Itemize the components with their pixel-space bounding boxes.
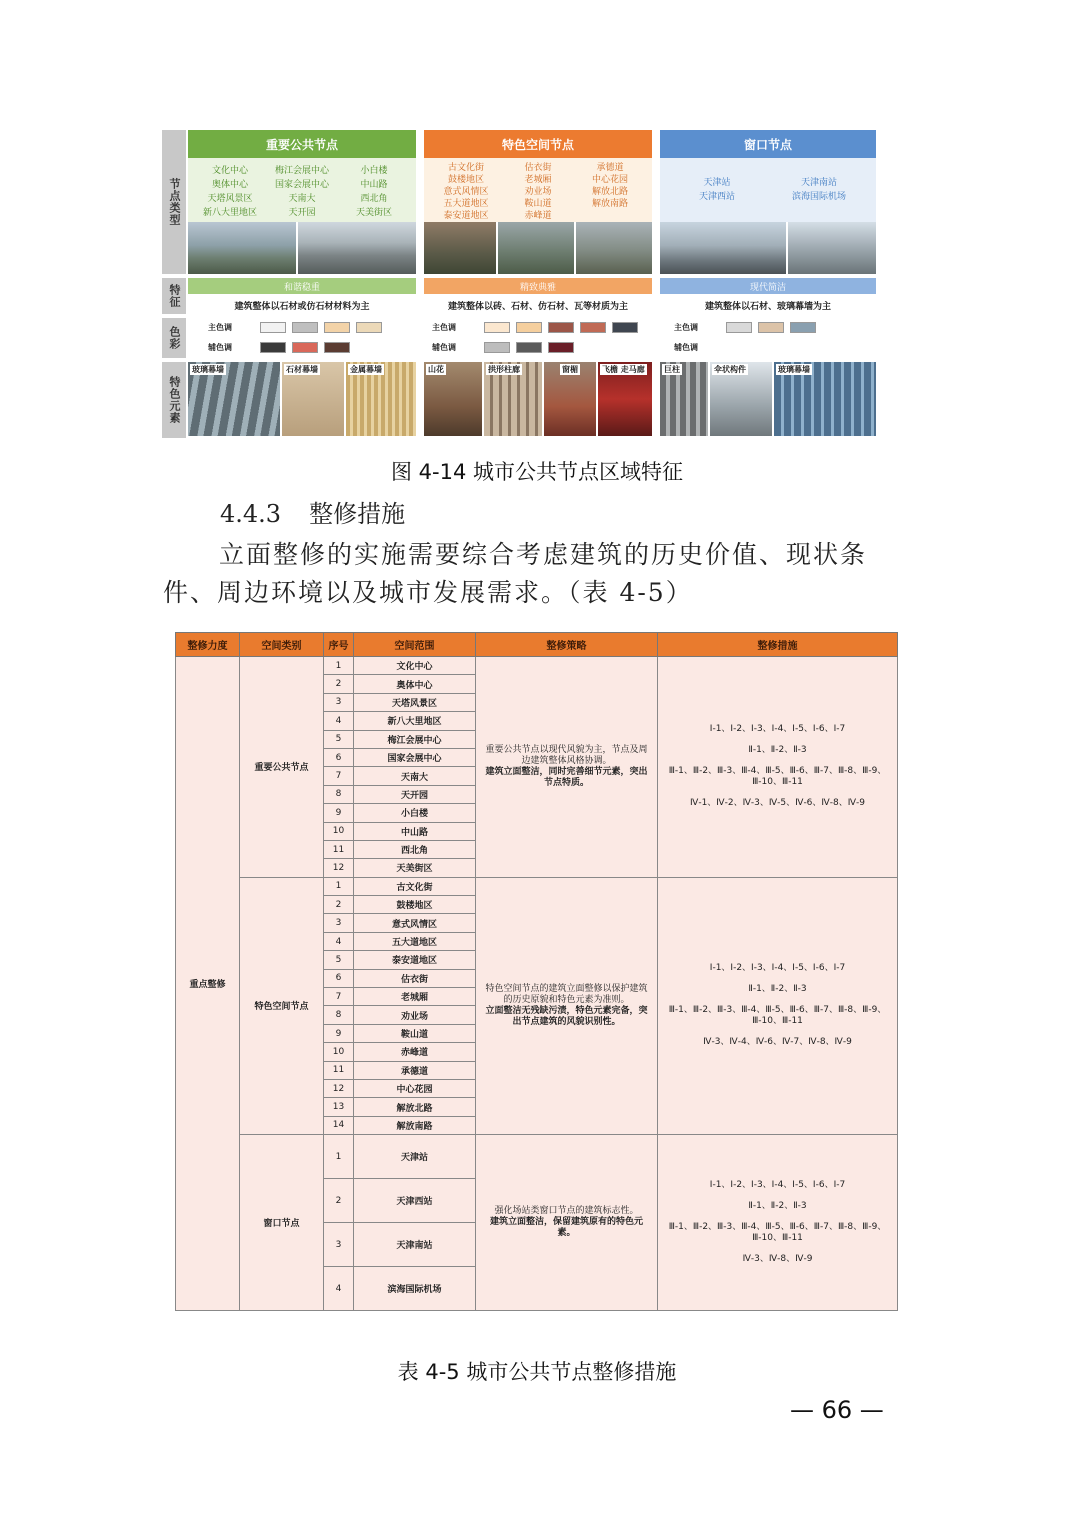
space-name-cell: 奥体中心 [354, 675, 476, 693]
index-cell: 10 [324, 1043, 354, 1061]
element-tag: 玻璃幕墙 [778, 365, 810, 374]
space-name-cell: 中心花园 [354, 1079, 476, 1097]
element-tag: 伞状构件 [714, 365, 746, 374]
node-name: 西北角 [360, 194, 388, 204]
element-tag: 玻璃幕墙 [192, 365, 224, 374]
row-label-elements: 特色元素 [162, 362, 186, 438]
aux-color-row [208, 340, 356, 354]
space-name-cell: 赤峰道 [354, 1043, 476, 1061]
color-swatch [356, 322, 382, 333]
section-title: 整修措施 [309, 500, 406, 528]
section-number: 4.4.3 [220, 500, 282, 528]
main-color-label: 主色调 [674, 322, 698, 332]
feature-text: 建筑整体以砖、石材、仿石材、瓦等材质为主 [447, 301, 628, 312]
aerial-photo [298, 222, 416, 274]
node-name: 国家会展中心 [274, 180, 329, 190]
space-name-cell: 泰安道地区 [354, 951, 476, 969]
element-photo [188, 362, 280, 436]
column-gateway-nodes [660, 130, 876, 438]
measure-line: Ⅳ-3、Ⅳ-4、Ⅳ-6、Ⅳ-7、Ⅳ-8、Ⅳ-9 [703, 1037, 852, 1048]
node-name: 估衣街 [524, 163, 552, 173]
index-cell: 4 [324, 1267, 354, 1311]
aerial-photo [576, 222, 652, 274]
element-tag: 窗楣 [562, 365, 578, 374]
index-cell: 8 [324, 1006, 354, 1024]
main-color-row [674, 320, 822, 334]
row-label-node-type: 节点类型 [162, 130, 186, 274]
index-cell: 6 [324, 969, 354, 987]
index-cell: 3 [324, 1223, 354, 1267]
color-swatch [260, 322, 286, 333]
feature-band: 和谐稳重 [188, 278, 416, 294]
node-name: 解放南路 [591, 199, 628, 209]
index-cell: 12 [324, 859, 354, 877]
node-name: 古文化街 [447, 163, 484, 173]
space-name-cell: 天南大 [354, 767, 476, 785]
node-name: 中心花园 [591, 175, 628, 185]
space-name-cell: 天津站 [354, 1135, 476, 1179]
index-cell: 6 [324, 748, 354, 766]
category-cell: 特色空间节点 [240, 877, 324, 1134]
node-name: 小白楼 [360, 166, 388, 176]
node-name: 中山路 [360, 180, 388, 190]
node-name: 天津站 [703, 178, 731, 188]
aerial-photo [660, 222, 786, 274]
measure-line: Ⅰ-1、Ⅰ-2、Ⅰ-3、Ⅰ-4、Ⅰ-5、Ⅰ-6、Ⅰ-7 [709, 724, 846, 735]
col-header: 整修策略 [476, 633, 658, 657]
strategy-emphasis: 建筑立面整洁，保留建筑原有的特色元素。 [489, 1217, 643, 1239]
element-tag: 飞檐 走马廊 [602, 365, 645, 374]
space-name-cell: 解放南路 [354, 1116, 476, 1134]
node-name: 五大道地区 [443, 199, 489, 209]
table-header-row [176, 633, 898, 657]
aerial-photo [424, 222, 496, 274]
table-row [176, 657, 898, 675]
col-header: 序号 [324, 633, 354, 657]
index-cell: 5 [324, 730, 354, 748]
index-cell: 3 [324, 693, 354, 711]
main-color-row [208, 320, 388, 334]
index-cell: 2 [324, 1179, 354, 1223]
node-name-list [188, 158, 416, 222]
row-label-color: 色彩 [162, 318, 186, 358]
column-header: 特色空间节点 [424, 130, 652, 158]
space-name-cell: 天塔风景区 [354, 693, 476, 711]
color-swatch [548, 322, 574, 333]
col-header: 空间范围 [354, 633, 476, 657]
measure-line: Ⅲ-1、Ⅲ-2、Ⅲ-3、Ⅲ-4、Ⅲ-5、Ⅲ-6、Ⅲ-7、Ⅲ-8、Ⅲ-9、Ⅲ-10、Ⅲ-11 [668, 766, 887, 788]
element-photo [660, 362, 708, 436]
element-photo [282, 362, 344, 436]
node-name: 滨海国际机场 [791, 192, 846, 202]
space-name-cell: 天津西站 [354, 1179, 476, 1223]
node-name: 奥体中心 [211, 180, 248, 190]
color-swatch [292, 322, 318, 333]
measure-line: Ⅲ-1、Ⅲ-2、Ⅲ-3、Ⅲ-4、Ⅲ-5、Ⅲ-6、Ⅲ-7、Ⅲ-8、Ⅲ-9、Ⅲ-10、Ⅲ-11 [668, 1222, 887, 1244]
column-header: 重要公共节点 [188, 130, 416, 158]
column-feature-nodes [424, 130, 652, 438]
space-name-cell: 天美街区 [354, 859, 476, 877]
measure-line: Ⅲ-1、Ⅲ-2、Ⅲ-3、Ⅲ-4、Ⅲ-5、Ⅲ-6、Ⅲ-7、Ⅲ-8、Ⅲ-9、Ⅲ-10、Ⅲ-11 [668, 1005, 887, 1027]
measures-cell [658, 657, 898, 878]
node-name: 承德道 [596, 163, 624, 173]
space-name-cell: 古文化街 [354, 877, 476, 895]
space-name-cell: 鞍山道 [354, 1024, 476, 1042]
space-name-cell: 天开园 [354, 785, 476, 803]
col-header: 整修力度 [176, 633, 240, 657]
strategy-text: 特色空间节点的建筑立面整修以保护建筑的历史原貌和特色元素为准则。 [485, 983, 648, 1005]
space-name-cell: 估衣街 [354, 969, 476, 987]
space-name-cell: 解放北路 [354, 1098, 476, 1116]
measures-cell [658, 1135, 898, 1311]
figure-caption: 图 4-14 城市公共节点区域特征 [390, 460, 683, 484]
color-swatch [790, 322, 816, 333]
aerial-photo [498, 222, 574, 274]
aux-color-row [674, 340, 726, 354]
node-name: 泰安道地区 [443, 211, 489, 221]
index-cell: 2 [324, 675, 354, 693]
feature-band: 现代简洁 [660, 278, 876, 294]
color-swatch [484, 342, 510, 353]
node-name: 鞍山道 [524, 199, 552, 209]
measure-line: Ⅱ-1、Ⅱ-2、Ⅱ-3 [748, 984, 807, 995]
measure-line: Ⅰ-1、Ⅰ-2、Ⅰ-3、Ⅰ-4、Ⅰ-5、Ⅰ-6、Ⅰ-7 [709, 963, 846, 974]
color-swatch [292, 342, 318, 353]
node-name: 天津南站 [800, 178, 837, 188]
index-cell: 1 [324, 1135, 354, 1179]
color-swatch [580, 322, 606, 333]
element-photo [774, 362, 876, 436]
color-swatch [516, 342, 542, 353]
strategy-emphasis: 立面整洁无残缺污渍，特色元素完备，突出节点建筑的风貌识别性。 [485, 1005, 648, 1027]
space-name-cell: 中山路 [354, 822, 476, 840]
node-name: 新八大里地区 [202, 208, 257, 218]
index-cell: 5 [324, 951, 354, 969]
strategy-text: 强化场站类窗口节点的建筑标志性。 [494, 1206, 639, 1217]
element-photo [424, 362, 482, 436]
index-cell: 14 [324, 1116, 354, 1134]
node-name: 梅江会展中心 [274, 166, 329, 176]
node-name-list [424, 158, 652, 222]
aux-color-label: 辅色调 [208, 342, 232, 352]
feature-text: 建筑整体以石材、玻璃幕墙为主 [704, 301, 831, 312]
space-name-cell: 国家会展中心 [354, 748, 476, 766]
index-cell: 13 [324, 1098, 354, 1116]
row-label-feature: 特征 [162, 278, 186, 314]
node-name: 天美街区 [355, 208, 392, 218]
aerial-photo [788, 222, 876, 274]
feature-band: 精致典雅 [424, 278, 652, 294]
table-row [176, 1135, 898, 1179]
node-name: 鼓楼地区 [447, 175, 484, 185]
node-name-list [660, 158, 876, 222]
index-cell: 4 [324, 932, 354, 950]
node-name: 天南大 [288, 194, 316, 204]
measure-line: Ⅳ-1、Ⅳ-2、Ⅳ-3、Ⅳ-5、Ⅳ-6、Ⅳ-8、Ⅳ-9 [690, 798, 865, 809]
index-cell: 11 [324, 840, 354, 858]
main-color-label: 主色调 [432, 322, 456, 332]
color-swatch [516, 322, 542, 333]
node-name: 老城厢 [524, 175, 552, 185]
element-photo [598, 362, 652, 436]
space-name-cell: 文化中心 [354, 657, 476, 675]
index-cell: 9 [324, 1024, 354, 1042]
space-name-cell: 天津南站 [354, 1223, 476, 1267]
strategy-cell [476, 1135, 658, 1311]
table-caption: 表 4-5 城市公共节点整修措施 [397, 1360, 677, 1384]
aux-color-row [432, 340, 580, 354]
index-cell: 11 [324, 1061, 354, 1079]
index-cell: 10 [324, 822, 354, 840]
element-tag: 山花 [428, 365, 444, 374]
node-name: 天开园 [288, 208, 316, 218]
aux-color-label: 辅色调 [432, 342, 456, 352]
index-cell: 1 [324, 877, 354, 895]
strategy-cell [476, 657, 658, 878]
space-name-cell: 老城厢 [354, 988, 476, 1006]
measure-line: Ⅱ-1、Ⅱ-2、Ⅱ-3 [748, 1201, 807, 1212]
index-cell: 7 [324, 988, 354, 1006]
space-name-cell: 五大道地区 [354, 932, 476, 950]
space-name-cell: 梅江会展中心 [354, 730, 476, 748]
space-name-cell: 滨海国际机场 [354, 1267, 476, 1311]
color-swatch [726, 322, 752, 333]
measure-line: Ⅰ-1、Ⅰ-2、Ⅰ-3、Ⅰ-4、Ⅰ-5、Ⅰ-6、Ⅰ-7 [709, 1180, 846, 1191]
space-name-cell: 承德道 [354, 1061, 476, 1079]
column-header: 窗口节点 [660, 130, 876, 158]
node-name: 解放北路 [591, 187, 628, 197]
element-photo [710, 362, 772, 436]
space-name-cell: 新八大里地区 [354, 712, 476, 730]
element-tag: 拱形柱廊 [488, 365, 520, 374]
aerial-photo [188, 222, 296, 274]
node-name: 文化中心 [211, 166, 248, 176]
body-paragraph: 立面整修的实施需要综合考虑建筑的历史价值、现状条件、周边环境以及城市发展需求。（表 4-5） [163, 540, 868, 607]
main-color-row [432, 320, 644, 334]
feature-text: 建筑整体以石材或仿石材材料为主 [234, 301, 370, 312]
section-heading [220, 494, 405, 529]
figure-4-14 [162, 130, 876, 438]
element-photo [346, 362, 416, 436]
measure-line: Ⅱ-1、Ⅱ-2、Ⅱ-3 [748, 745, 807, 756]
index-cell: 12 [324, 1079, 354, 1097]
node-name: 天塔风景区 [207, 194, 253, 204]
space-name-cell: 西北角 [354, 840, 476, 858]
element-photo [544, 362, 596, 436]
category-cell: 窗口节点 [240, 1135, 324, 1311]
index-cell: 7 [324, 767, 354, 785]
color-swatch [324, 322, 350, 333]
space-name-cell: 小白楼 [354, 804, 476, 822]
measures-cell [658, 877, 898, 1134]
intensity-cell: 重点整修 [176, 657, 240, 1311]
index-cell: 9 [324, 804, 354, 822]
node-name: 赤峰道 [524, 211, 552, 221]
node-name: 天津西站 [698, 192, 735, 202]
color-swatch [260, 342, 286, 353]
category-cell: 重要公共节点 [240, 657, 324, 878]
index-cell: 4 [324, 712, 354, 730]
index-cell: 2 [324, 896, 354, 914]
aux-color-label: 辅色调 [674, 342, 698, 352]
space-name-cell: 鼓楼地区 [354, 896, 476, 914]
table-row [176, 877, 898, 895]
col-header: 空间类别 [240, 633, 324, 657]
node-name: 劝业场 [524, 187, 552, 197]
element-photo [484, 362, 542, 436]
main-color-label: 主色调 [208, 322, 232, 332]
strategy-emphasis: 建筑立面整洁，同时完善细节元素，突出节点特质。 [485, 766, 648, 788]
color-swatch [548, 342, 574, 353]
index-cell: 1 [324, 657, 354, 675]
renovation-table [175, 632, 898, 1311]
col-header: 整修措施 [658, 633, 898, 657]
strategy-text: 重要公共节点以现代风貌为主，节点及周边建筑整体风格协调。 [485, 744, 648, 766]
element-tag: 巨柱 [664, 365, 680, 374]
node-name: 意式风情区 [443, 187, 489, 197]
space-name-cell: 劝业场 [354, 1006, 476, 1024]
index-cell: 8 [324, 785, 354, 803]
space-name-cell: 意式风情区 [354, 914, 476, 932]
color-swatch [612, 322, 638, 333]
page-number: — 66 — [790, 1396, 884, 1424]
color-swatch [324, 342, 350, 353]
color-swatch [758, 322, 784, 333]
index-cell: 3 [324, 914, 354, 932]
element-tag: 石材幕墙 [286, 365, 318, 374]
color-swatch [484, 322, 510, 333]
column-public-nodes [188, 130, 416, 438]
strategy-cell [476, 877, 658, 1134]
measure-line: Ⅳ-3、Ⅳ-8、Ⅳ-9 [742, 1254, 813, 1265]
element-tag: 金属幕墙 [350, 365, 382, 374]
